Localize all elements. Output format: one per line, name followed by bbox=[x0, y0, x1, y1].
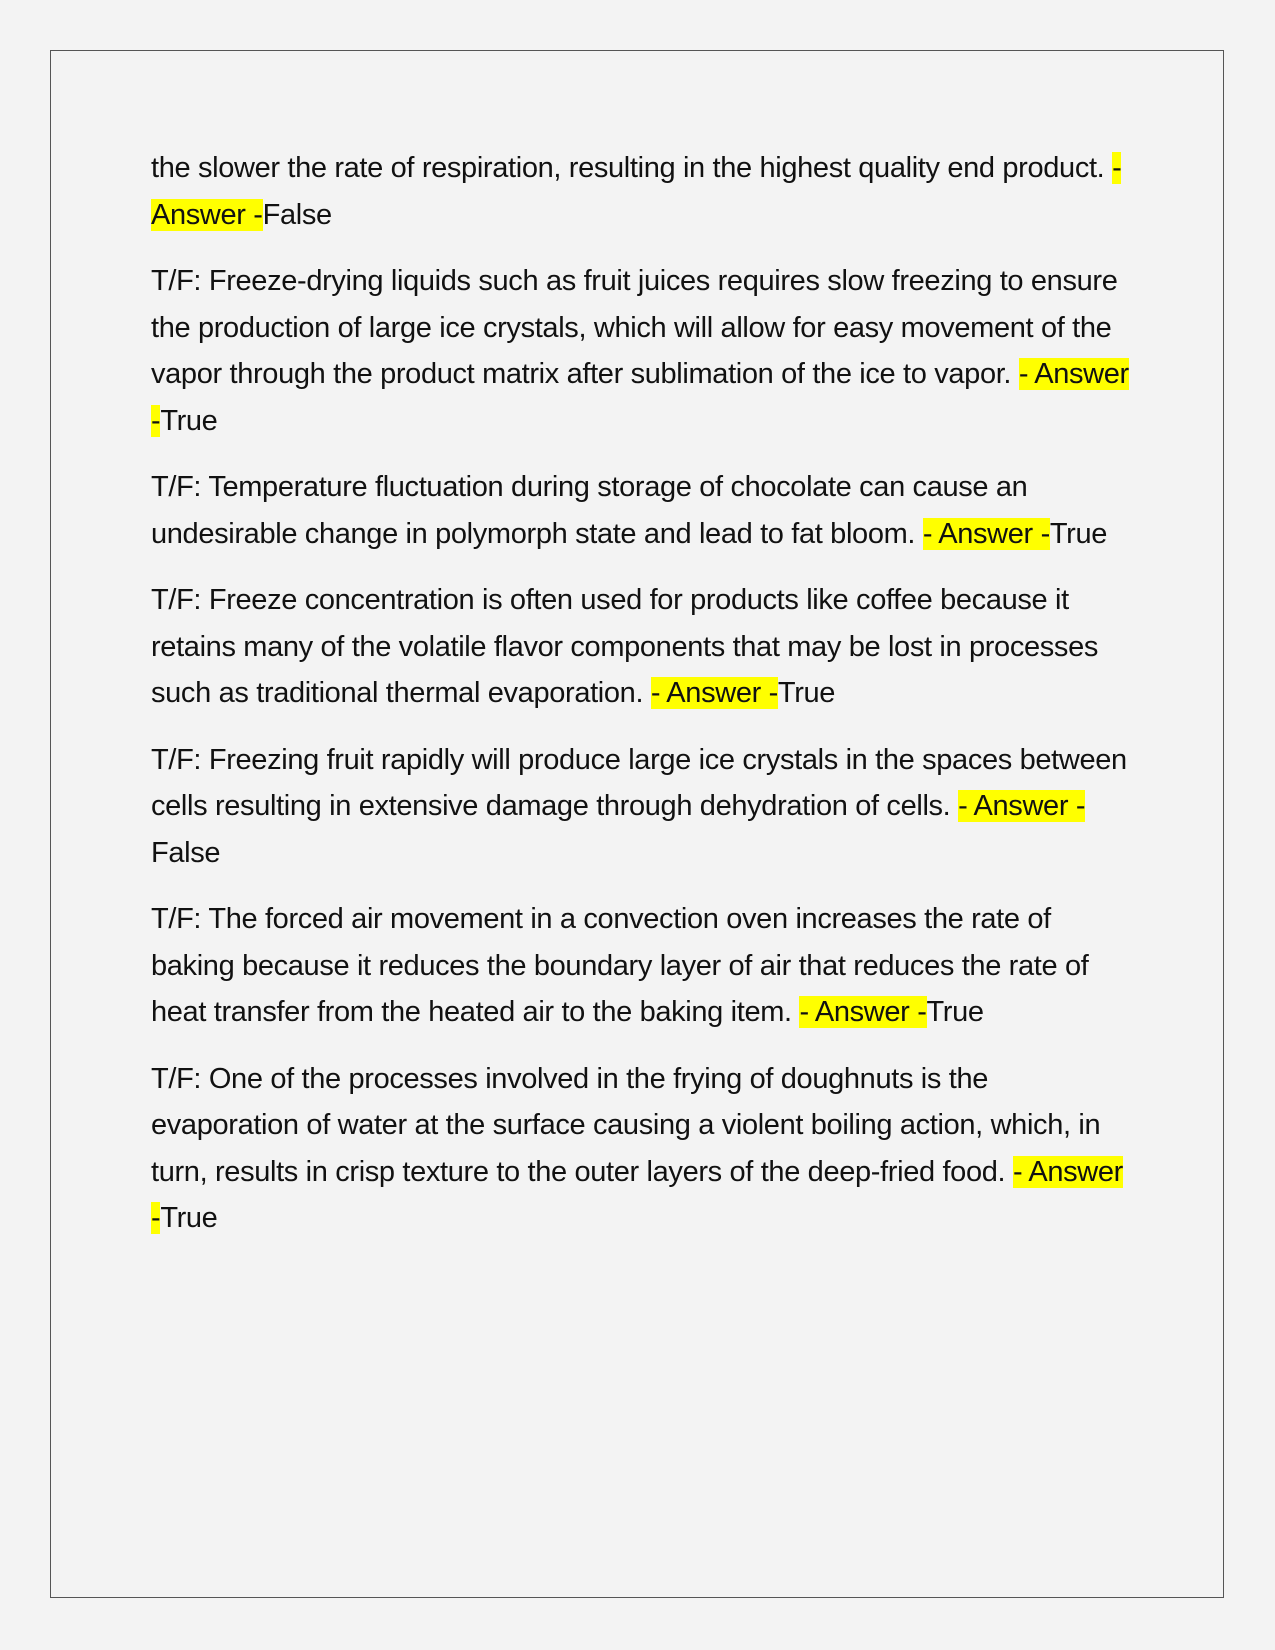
qa-item-4 bbox=[151, 577, 1136, 717]
answer-marker: - Answer - bbox=[922, 517, 1050, 550]
answer-text: True bbox=[160, 404, 218, 437]
question-text: T/F: The forced air movement in a convection oven increases the rate of baking because it reduces the boundary layer of air that reduces the rate of heat transfer from the heated air to the baking item. bbox=[151, 903, 1089, 1028]
document-body bbox=[151, 145, 1136, 1262]
question-text: the slower the rate of respiration, resulting in the highest quality end product. bbox=[151, 152, 1113, 184]
question-text: T/F: One of the processes involved in the frying of doughnuts is the evaporation of water at the surface causing a violent boiling action, which, in turn, results in crisp texture to the outer layers of the deep-fried food. bbox=[151, 1062, 1101, 1188]
qa-item-5 bbox=[151, 737, 1136, 877]
answer-marker: - Answer - bbox=[799, 996, 927, 1028]
qa-item-7 bbox=[151, 1056, 1136, 1242]
question-text: T/F: Freeze concentration is often used for products like coffee because it retains many of the volatile flavor components that may be lost in processes such as traditional thermal evaporation. bbox=[151, 584, 1098, 709]
qa-item-1 bbox=[151, 145, 1136, 238]
answer-text: True bbox=[160, 1202, 218, 1234]
answer-marker: - Answer - bbox=[151, 152, 1122, 231]
question-text: T/F: Freeze-drying liquids such as fruit juices requires slow freezing to ensure the production of large ice crystals, which will allow for easy movement of the vapor through the product matrix after sublimation of the ice to vapor. bbox=[151, 265, 1118, 390]
answer-text: True bbox=[926, 996, 984, 1028]
qa-item-3 bbox=[151, 464, 1136, 557]
answer-marker: - Answer - bbox=[151, 358, 1129, 437]
answer-marker: - Answer - bbox=[958, 790, 1086, 822]
answer-marker: - Answer - bbox=[151, 1155, 1123, 1234]
qa-item-6 bbox=[151, 896, 1136, 1036]
answer-text: True bbox=[1049, 517, 1108, 550]
qa-item-2 bbox=[151, 258, 1136, 444]
answer-text: True bbox=[777, 677, 836, 709]
answer-text: False bbox=[151, 836, 221, 869]
question-text: T/F: Freezing fruit rapidly will produce large ice crystals in the spaces between cells resulting in extensive damage through dehydration of cells. bbox=[151, 743, 1127, 822]
answer-text: False bbox=[262, 198, 332, 231]
answer-marker: - Answer - bbox=[650, 677, 778, 709]
question-text: T/F: Temperature fluctuation during storage of chocolate can cause an undesirable change in polymorph state and lead to fat bloom. bbox=[151, 471, 1028, 550]
